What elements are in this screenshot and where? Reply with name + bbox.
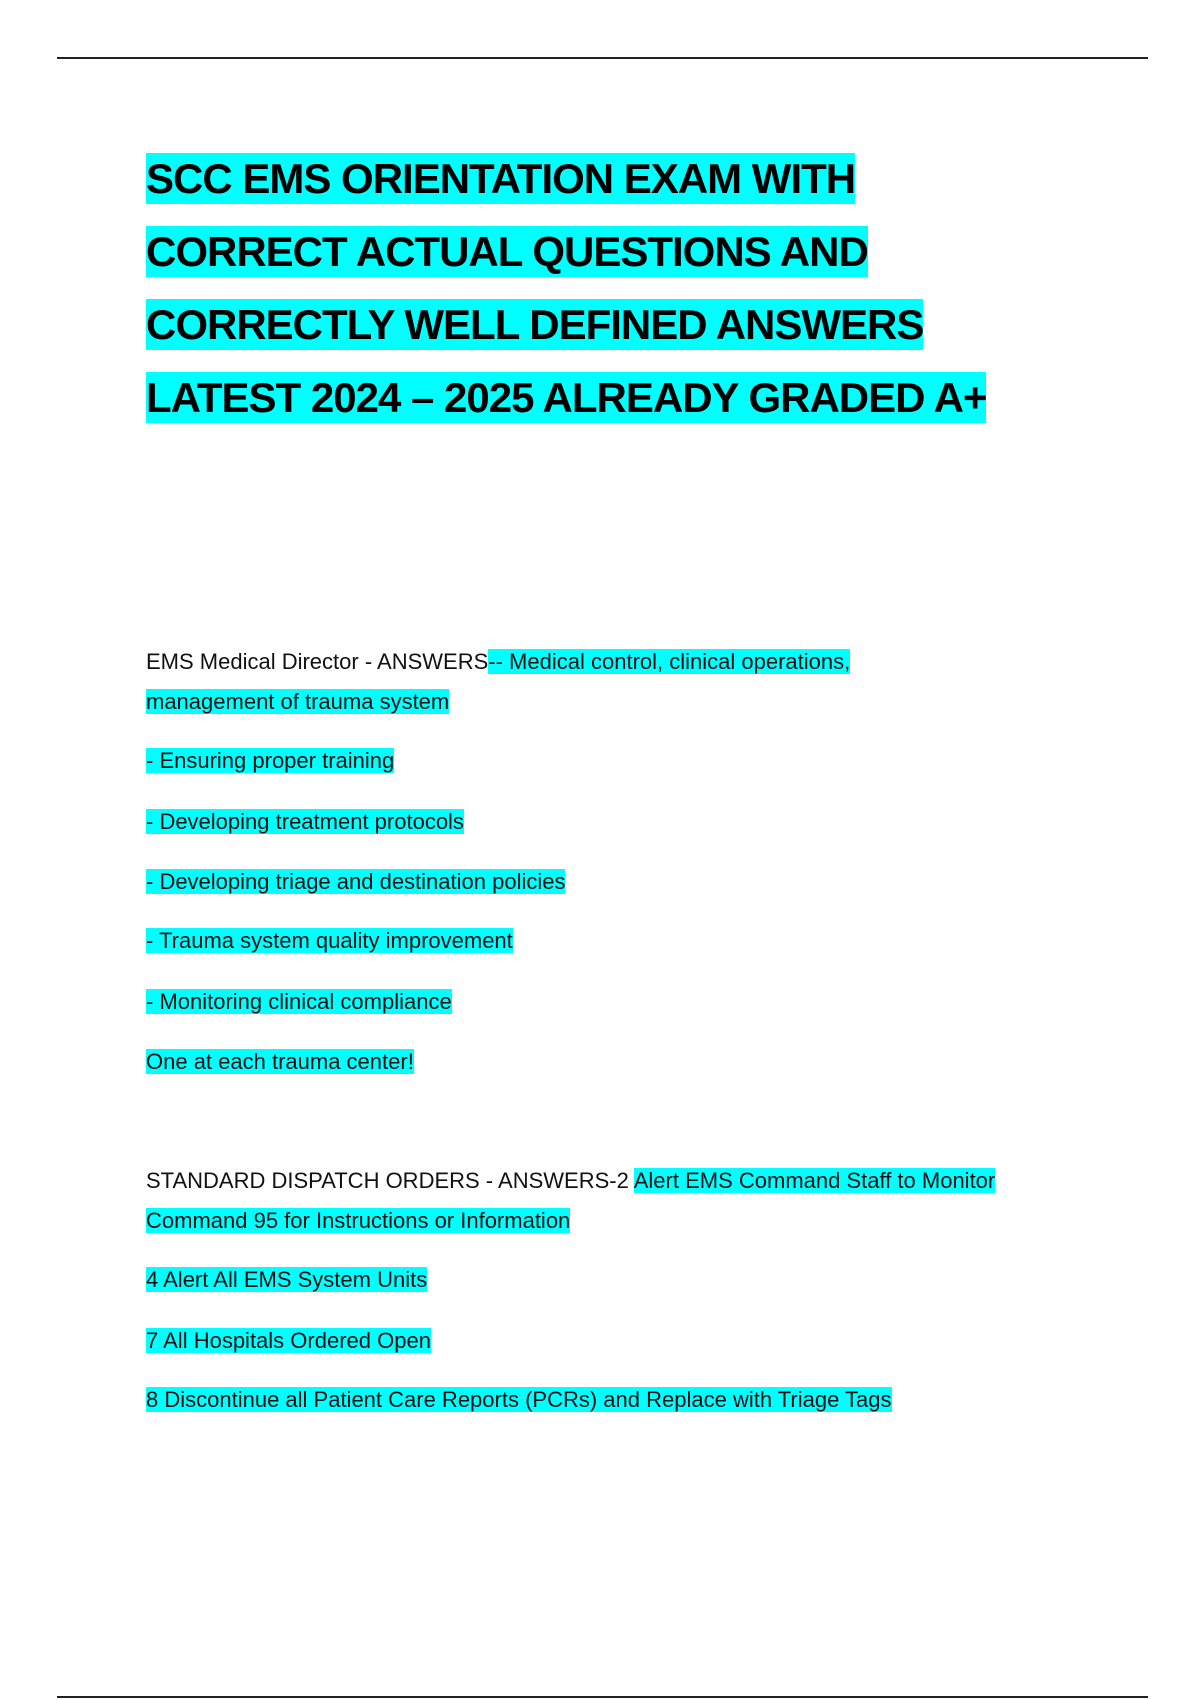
- title-line: CORRECT ACTUAL QUESTIONS AND: [146, 228, 868, 275]
- answer-line: [146, 1384, 892, 1416]
- answer-text: -- Medical control, clinical operations,: [488, 649, 851, 674]
- answer-line: [146, 1264, 427, 1296]
- qa-question-1: [146, 646, 850, 678]
- answer-line: [146, 686, 449, 718]
- question-text: STANDARD DISPATCH ORDERS - ANSWERS-2: [146, 1168, 634, 1193]
- answer-item: - Trauma system quality improvement: [146, 928, 513, 953]
- answer-text: Command 95 for Instructions or Information: [146, 1208, 571, 1233]
- question-text: EMS Medical Director - ANSWERS: [146, 649, 489, 674]
- answer-item: - Developing treatment protocols: [146, 809, 464, 834]
- answer-item: 7 All Hospitals Ordered Open: [146, 1328, 431, 1353]
- answer-item: 8 Discontinue all Patient Care Reports (PCRs) and Replace with Triage Tags: [146, 1387, 892, 1412]
- answer-line: [146, 1325, 431, 1357]
- document-title: [146, 147, 986, 439]
- answer-text: management of trauma system: [146, 689, 450, 714]
- answer-line: [146, 986, 452, 1018]
- answer-line: [146, 1205, 570, 1237]
- answer-item: - Monitoring clinical compliance: [146, 989, 452, 1014]
- answer-text: Alert EMS Command Staff to Monitor: [633, 1168, 996, 1193]
- answer-item: One at each trauma center!: [146, 1049, 414, 1074]
- answer-line: [146, 925, 513, 957]
- title-line: LATEST 2024 – 2025 ALREADY GRADED A+: [146, 374, 987, 421]
- answer-line: [146, 806, 464, 838]
- footer-rule: [57, 1696, 1148, 1698]
- title-line: SCC EMS ORIENTATION EXAM WITH: [146, 155, 856, 202]
- qa-question-2: [146, 1165, 995, 1197]
- title-line: CORRECTLY WELL DEFINED ANSWERS: [146, 301, 924, 348]
- header-rule: [57, 57, 1148, 59]
- answer-item: - Ensuring proper training: [146, 748, 395, 773]
- answer-line: [146, 1046, 414, 1078]
- answer-item: 4 Alert All EMS System Units: [146, 1267, 428, 1292]
- answer-item: - Developing triage and destination policies: [146, 869, 566, 894]
- answer-line: [146, 866, 565, 898]
- answer-line: [146, 745, 394, 777]
